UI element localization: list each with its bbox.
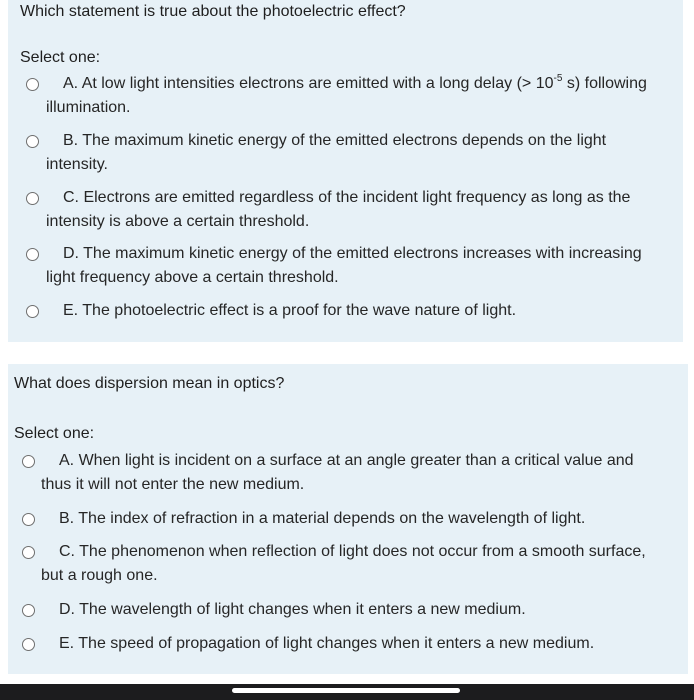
option-continuation: thus it will not enter the new medium. xyxy=(41,476,305,493)
option-letter: E. xyxy=(59,635,75,652)
option-continuation: intensity. xyxy=(46,156,108,173)
question-1-option-e-radio[interactable] xyxy=(26,305,39,318)
question-2-option-e-radio[interactable] xyxy=(22,638,35,651)
question-1-option-b[interactable] xyxy=(46,129,676,177)
question-2-card xyxy=(8,364,688,674)
question-1-select-label: Select one: xyxy=(20,49,101,66)
question-2-option-d[interactable] xyxy=(41,598,681,622)
option-letter: B. xyxy=(59,510,75,527)
question-1-option-a[interactable] xyxy=(46,72,676,120)
question-2-option-e[interactable] xyxy=(41,632,681,656)
option-letter: C. xyxy=(59,543,75,560)
question-2-option-d-radio[interactable] xyxy=(22,604,35,617)
question-2-option-a[interactable] xyxy=(41,449,681,497)
question-1-option-d-radio[interactable] xyxy=(26,248,39,261)
option-text: The photoelectric effect is a proof for the wave nature of light. xyxy=(82,302,517,319)
option-text: When light is incident on a surface at an angle greater than a critical value and xyxy=(78,452,634,469)
option-text: Electrons are emitted regardless of the incident light frequency as long as the xyxy=(83,189,631,206)
option-continuation: illumination. xyxy=(46,99,131,116)
home-indicator[interactable] xyxy=(232,688,460,693)
question-1-option-c-radio[interactable] xyxy=(26,192,39,205)
question-2-option-a-radio[interactable] xyxy=(22,455,35,468)
question-1-card xyxy=(8,0,683,342)
question-2-option-b[interactable] xyxy=(41,507,681,531)
option-superscript: -5 xyxy=(553,72,563,84)
option-text: The speed of propagation of light changes when it enters a new medium. xyxy=(78,635,595,652)
question-1-option-a-radio[interactable] xyxy=(26,78,39,91)
question-2-option-c[interactable] xyxy=(41,540,681,588)
question-2-select-label: Select one: xyxy=(14,425,95,442)
option-letter: A. xyxy=(59,452,75,469)
question-1-option-b-radio[interactable] xyxy=(26,135,39,148)
option-letter: E. xyxy=(63,302,79,319)
option-letter: D. xyxy=(63,245,79,262)
option-text: The index of refraction in a material depends on the wavelength of light. xyxy=(78,510,586,527)
option-text: The phenomenon when reflection of light does not occur from a smooth surface, xyxy=(79,543,646,560)
question-2-option-b-radio[interactable] xyxy=(22,513,35,526)
question-1-option-d[interactable] xyxy=(46,242,676,290)
option-letter: C. xyxy=(63,189,79,206)
question-2-text: What does dispersion mean in optics? xyxy=(14,375,285,392)
option-letter: D. xyxy=(59,601,75,618)
option-letter: B. xyxy=(63,132,79,149)
option-continuation: intensity is above a certain threshold. xyxy=(46,213,310,230)
question-1-text: Which statement is true about the photoelectric effect? xyxy=(20,3,406,20)
option-text: At low light intensities electrons are emitted with a long delay (> 10 xyxy=(81,75,554,92)
option-continuation: light frequency above a certain threshold. xyxy=(46,269,339,286)
option-text: The maximum kinetic energy of the emitted electrons depends on the light xyxy=(82,132,607,149)
question-1-option-c[interactable] xyxy=(46,186,676,234)
question-2-option-c-radio[interactable] xyxy=(22,546,35,559)
option-text-after: s) following xyxy=(562,75,647,92)
option-text: The wavelength of light changes when it enters a new medium. xyxy=(79,601,526,618)
question-1-option-e[interactable] xyxy=(46,299,676,323)
option-text: The maximum kinetic energy of the emitted electrons increases with increasing xyxy=(83,245,642,262)
option-continuation: but a rough one. xyxy=(41,567,158,584)
option-letter: A. xyxy=(63,75,79,92)
